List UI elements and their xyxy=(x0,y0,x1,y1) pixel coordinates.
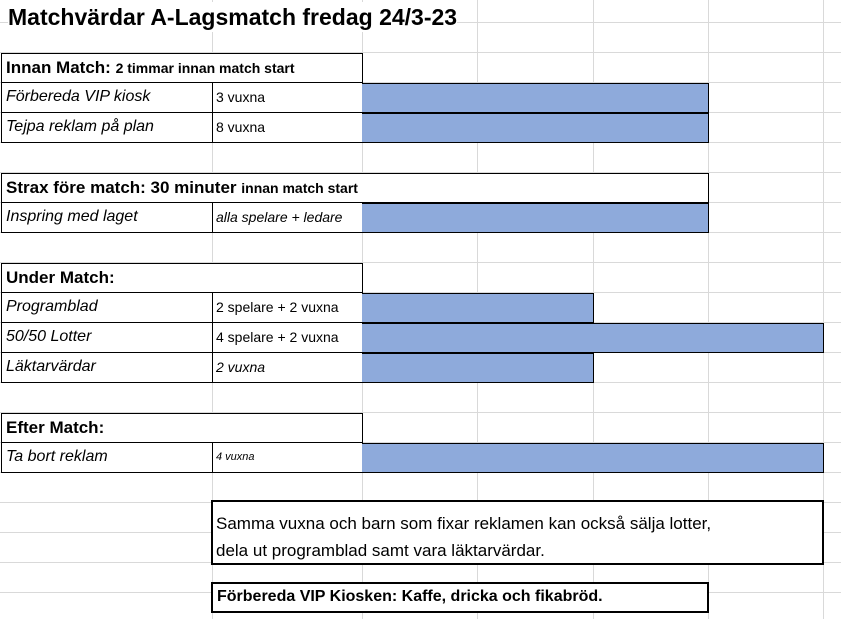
slot-cell[interactable] xyxy=(593,113,709,143)
slot-cell[interactable] xyxy=(477,323,594,353)
slot-cell[interactable] xyxy=(477,353,594,383)
slot-cell-merged[interactable] xyxy=(362,203,709,233)
slot-cell[interactable] xyxy=(708,323,824,353)
slot-cell[interactable] xyxy=(477,113,594,143)
section-header-strax-fore-match[interactable] xyxy=(1,173,709,203)
task-cell[interactable]: Ta bort reklam xyxy=(1,443,213,473)
slot-cell[interactable] xyxy=(362,113,478,143)
section-header-sub: innan match start xyxy=(241,180,358,196)
task-cell[interactable]: Förbereda VIP kiosk xyxy=(1,83,213,113)
slot-cell[interactable] xyxy=(362,83,478,113)
qty-cell[interactable]: 4 vuxna xyxy=(212,443,363,473)
slot-cell[interactable] xyxy=(477,443,594,473)
slot-cell[interactable] xyxy=(477,293,594,323)
task-cell[interactable]: Programblad xyxy=(1,293,213,323)
slot-cell[interactable] xyxy=(593,83,709,113)
qty-cell[interactable]: 8 vuxna xyxy=(212,113,363,143)
note-line: Samma vuxna och barn som fixar reklamen kan också sälja lotter, xyxy=(216,514,712,533)
task-cell[interactable]: Läktarvärdar xyxy=(1,353,213,383)
section-header-efter-match[interactable] xyxy=(1,413,363,443)
section-header-under-match[interactable] xyxy=(1,263,363,293)
qty-cell[interactable]: alla spelare + ledare xyxy=(212,203,363,233)
slot-cell[interactable] xyxy=(593,443,709,473)
section-header-label: Innan Match: xyxy=(6,58,111,77)
section-header-innan-match[interactable] xyxy=(1,53,363,83)
slot-cell[interactable] xyxy=(362,293,478,323)
qty-cell[interactable]: 3 vuxna xyxy=(212,83,363,113)
slot-cell[interactable] xyxy=(593,323,709,353)
slot-cell[interactable] xyxy=(362,353,478,383)
note-box[interactable] xyxy=(211,500,824,565)
sheet-title: Matchvärdar A-Lagsmatch fredag 24/3-23 xyxy=(8,4,458,30)
slot-cell[interactable] xyxy=(362,443,478,473)
vip-note-box[interactable]: Förbereda VIP Kiosken: Kaffe, dricka och fikabröd. xyxy=(211,582,709,613)
qty-cell[interactable]: 2 vuxna xyxy=(212,353,363,383)
slot-cell[interactable] xyxy=(477,83,594,113)
section-header-label: Efter Match: xyxy=(6,418,105,437)
task-cell[interactable]: 50/50 Lotter xyxy=(1,323,213,353)
task-cell[interactable]: Tejpa reklam på plan xyxy=(1,113,213,143)
slot-cell[interactable] xyxy=(708,443,824,473)
slot-cell[interactable] xyxy=(362,323,478,353)
qty-cell[interactable]: 4 spelare + 2 vuxna xyxy=(212,323,363,353)
task-cell[interactable]: Inspring med laget xyxy=(1,203,213,233)
note-line: dela ut programblad samt vara läktarvärdar. xyxy=(216,541,545,560)
qty-cell[interactable]: 2 spelare + 2 vuxna xyxy=(212,293,363,323)
section-header-sub: 2 timmar innan match start xyxy=(115,60,295,76)
section-header-label: Under Match: xyxy=(6,268,115,287)
section-header-label: Strax före match: 30 minuter xyxy=(6,178,237,197)
